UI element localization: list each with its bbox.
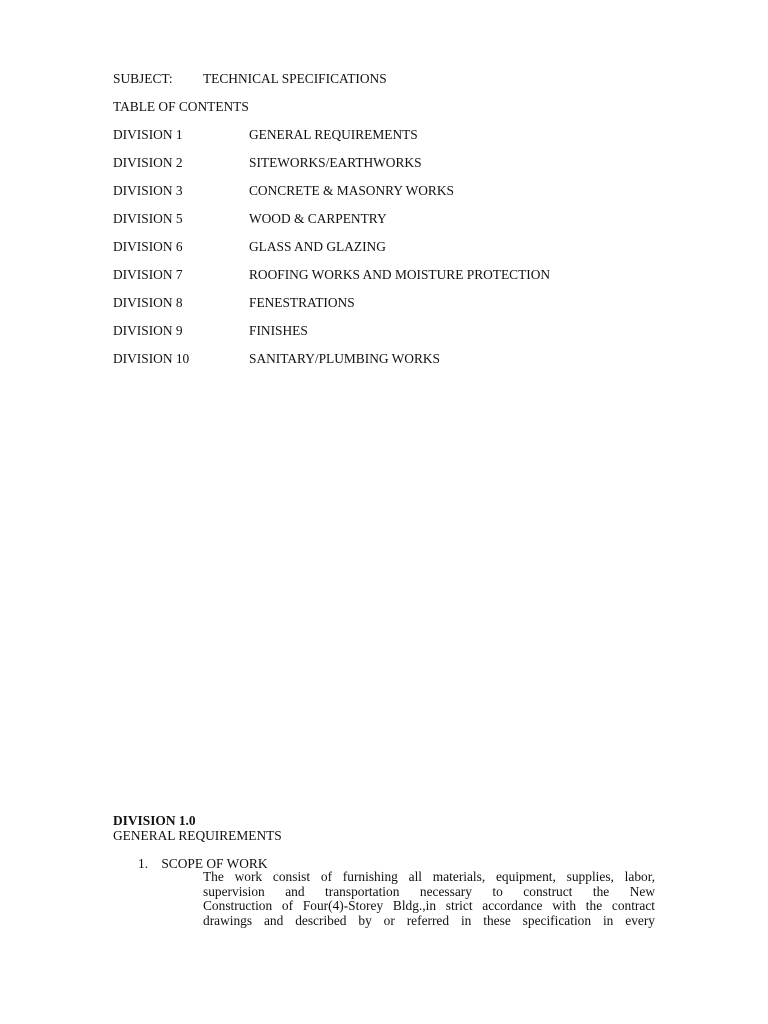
list-item-title: SCOPE OF WORK bbox=[161, 856, 268, 871]
toc-division: DIVISION 5 bbox=[113, 211, 183, 226]
toc-title-text: CONCRETE & MASONRY WORKS bbox=[249, 183, 454, 198]
subject-line bbox=[113, 71, 387, 87]
toc-title-text: FENESTRATIONS bbox=[249, 295, 355, 310]
toc-title-text: SANITARY/PLUMBING WORKS bbox=[249, 351, 441, 366]
toc-entry bbox=[113, 127, 418, 143]
scope-paragraph bbox=[203, 870, 655, 928]
toc-division: DIVISION 3 bbox=[113, 183, 183, 198]
toc-title-text: SITEWORKS/EARTHWORKS bbox=[249, 155, 422, 170]
toc-entry bbox=[113, 211, 387, 227]
toc-entry bbox=[113, 155, 422, 171]
toc-entry bbox=[113, 267, 551, 283]
section-subheading: GENERAL REQUIREMENTS bbox=[113, 828, 282, 843]
paragraph-line: drawings and described by or referred in these specification in every bbox=[203, 913, 655, 928]
toc-division: DIVISION 9 bbox=[113, 323, 183, 338]
toc-entry bbox=[113, 351, 441, 367]
toc-division: DIVISION 2 bbox=[113, 155, 183, 170]
toc-division: DIVISION 7 bbox=[113, 267, 183, 282]
toc-title-text: ROOFING WORKS AND MOISTURE PROTECTION bbox=[249, 267, 551, 282]
toc-title-text: FINISHES bbox=[249, 323, 308, 338]
toc-division: DIVISION 10 bbox=[113, 351, 190, 366]
toc-title-text: GLASS AND GLAZING bbox=[249, 239, 386, 254]
toc-entry bbox=[113, 183, 454, 199]
toc-entry bbox=[113, 239, 386, 255]
list-item-number: 1. bbox=[138, 856, 149, 871]
paragraph-line: Construction of Four(4)-Storey Bldg.,in strict accordance with the contract bbox=[203, 899, 655, 914]
paragraph-line: The work consist of furnishing all materials, equipment, supplies, labor, bbox=[203, 870, 655, 884]
toc-entry bbox=[113, 295, 355, 311]
toc-title-text: WOOD & CARPENTRY bbox=[249, 211, 387, 226]
subject-value: TECHNICAL SPECIFICATIONS bbox=[203, 71, 387, 86]
toc-title-text: GENERAL REQUIREMENTS bbox=[249, 127, 418, 142]
toc-title: TABLE OF CONTENTS bbox=[113, 99, 249, 114]
toc-entry bbox=[113, 323, 308, 339]
section-heading: DIVISION 1.0 bbox=[113, 813, 196, 828]
toc-division: DIVISION 6 bbox=[113, 239, 183, 254]
toc-division: DIVISION 1 bbox=[113, 127, 183, 142]
toc-division: DIVISION 8 bbox=[113, 295, 183, 310]
paragraph-line: supervision and transportation necessary to construct the New bbox=[203, 884, 655, 899]
subject-label: SUBJECT: bbox=[113, 71, 173, 86]
